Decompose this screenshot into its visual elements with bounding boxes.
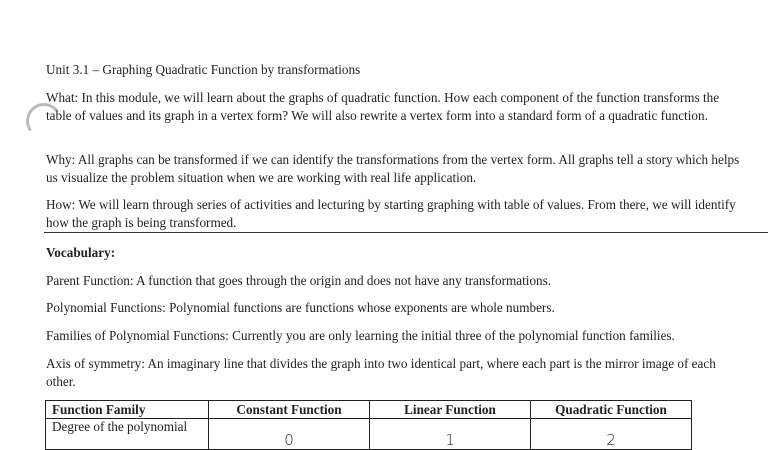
vocab-axis-of-symmetry: Axis of symmetry: An imaginary line that divides the graph into two identical part, where each part is the mirror image of each other. — [46, 356, 716, 389]
function-family-table — [45, 400, 692, 450]
row-label: Degree of the polynomial — [46, 419, 209, 450]
vocabulary-heading: Vocabulary: — [46, 245, 116, 260]
how-paragraph: How: We will learn through series of activities and lecturing by starting graphing with table of values. From there, we will identify how the graph is being transformed. — [46, 197, 736, 230]
vocab-families: Families of Polynomial Functions: Currently you are only learning the initial three of the polynomial function families. — [46, 328, 675, 343]
header-quadratic: Quadratic Function — [531, 401, 692, 419]
constant-degree: 0 — [209, 419, 370, 450]
header-constant: Constant Function — [209, 401, 370, 419]
header-linear: Linear Function — [370, 401, 531, 419]
table-header-row — [46, 401, 692, 419]
what-paragraph: What: In this module, we will learn about the graphs of quadratic function. How each component of the function transforms the table of values and its graph in a vertex form? We will also rewrite a vertex form into a standard form of a quadratic function. — [46, 90, 720, 123]
table-row — [46, 419, 692, 450]
linear-degree: 1 — [370, 419, 531, 450]
vocab-parent-function: Parent Function: A function that goes through the origin and does not have any transformations. — [46, 273, 552, 288]
quadratic-degree: 2 — [531, 419, 692, 450]
document-title: Unit 3.1 – Graphing Quadratic Function by transformations — [46, 62, 361, 77]
why-paragraph: Why: All graphs can be transformed if we can identify the transformations from the vertex form. All graphs tell a story which helps us visualize the problem situation when we are working with real life application. — [46, 152, 740, 185]
vocab-polynomial-functions: Polynomial Functions: Polynomial functions are functions whose exponents are whole numbers. — [46, 300, 555, 315]
header-function-family: Function Family — [46, 401, 209, 419]
section-divider — [44, 232, 768, 233]
